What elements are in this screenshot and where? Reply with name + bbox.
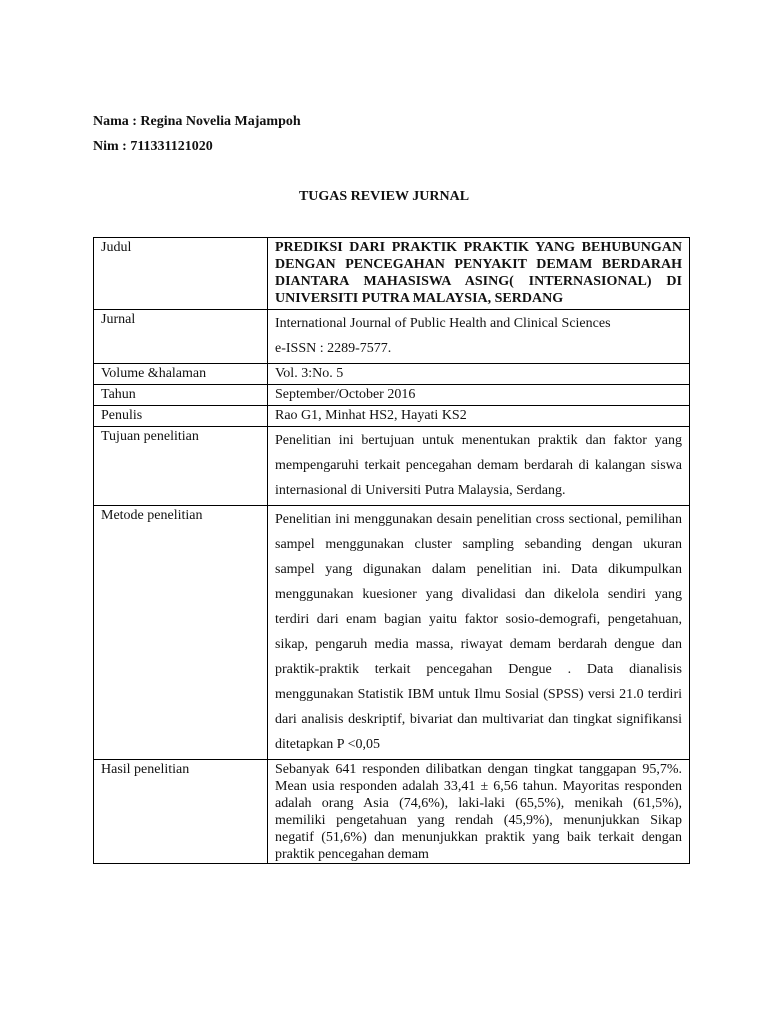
row-value-tujuan: Penelitian ini bertujuan untuk menentukan praktik dan faktor yang mempengaruhi terkait pencegahan demam berdarah di kalangan siswa internasional di Universiti Putra Malaysia, Serdang. (268, 427, 690, 506)
table-row-volume (94, 364, 690, 385)
row-label-metode: Metode penelitian (94, 506, 268, 760)
row-value-jurnal (268, 310, 690, 364)
journal-name: International Journal of Public Health and Clinical Sciences (275, 316, 611, 331)
table-row-hasil (94, 760, 690, 864)
row-value-judul: PREDIKSI DARI PRAKTIK PRAKTIK YANG BEHUBUNGAN DENGAN PENCEGAHAN PENYAKIT DEMAM BERDARAH DIANTARA MAHASISWA ASING( INTERNASIONAL) DI UNIVERSITI PUTRA MALAYSIA, SERDANG (268, 238, 690, 310)
document-title: TUGAS REVIEW JURNAL (298, 189, 470, 204)
table-row-tahun (94, 385, 690, 406)
table-row-metode (94, 506, 690, 760)
journal-issn: e-ISSN : 2289-7577. (275, 341, 392, 356)
row-value-volume: Vol. 3:No. 5 (268, 364, 690, 385)
journal-review-table (93, 237, 690, 864)
row-value-metode: Penelitian ini menggunakan desain penelitian cross sectional, pemilihan sampel menggunakan cluster sampling sebanding dengan ukuran sampel yang digunakan dalam penelitian ini. Data dikumpulkan menggunakan kuesioner yang divalidasi dan dikelola sendiri yang terdiri dari enam bagian yaitu faktor sosio-demografi, pengetahuan, sikap, pengaruh media massa, riwayat demam berdarah dengue dan praktik-praktik terkait pencegahan Dengue . Data dianalisis menggunakan Statistik IBM untuk Ilmu Sosial (SPSS) versi 21.0 terdiri dari analisis deskriptif, bivariat dan multivariat dan tingkat signifikansi ditetapkan P <0,05 (268, 506, 690, 760)
row-label-hasil: Hasil penelitian (94, 760, 268, 864)
table-row-judul (94, 238, 690, 310)
table-row-jurnal (94, 310, 690, 364)
row-label-tujuan: Tujuan penelitian (94, 427, 268, 506)
row-value-tahun: September/October 2016 (268, 385, 690, 406)
row-value-penulis: Rao G1, Minhat HS2, Hayati KS2 (268, 406, 690, 427)
student-name-line: Nama : Regina Novelia Majampoh (93, 114, 301, 129)
row-label-jurnal: Jurnal (94, 310, 268, 364)
student-nim-line: Nim : 711331121020 (93, 139, 213, 154)
row-label-penulis: Penulis (94, 406, 268, 427)
table-row-penulis (94, 406, 690, 427)
row-label-volume: Volume &halaman (94, 364, 268, 385)
table-row-tujuan (94, 427, 690, 506)
row-label-tahun: Tahun (94, 385, 268, 406)
row-label-judul: Judul (94, 238, 268, 310)
row-value-hasil: Sebanyak 641 responden dilibatkan dengan tingkat tanggapan 95,7%. Mean usia responden adalah 33,41 ± 6,56 tahun. Mayoritas responden adalah orang Asia (74,6%), laki-laki (65,5%), menikah (61,5%), memiliki pengetahuan yang rendah (45,9%), menunjukkan Sikap negatif (51,6%) dan menunjukkan praktik yang baik terkait dengan praktik pencegahan demam (268, 760, 690, 864)
